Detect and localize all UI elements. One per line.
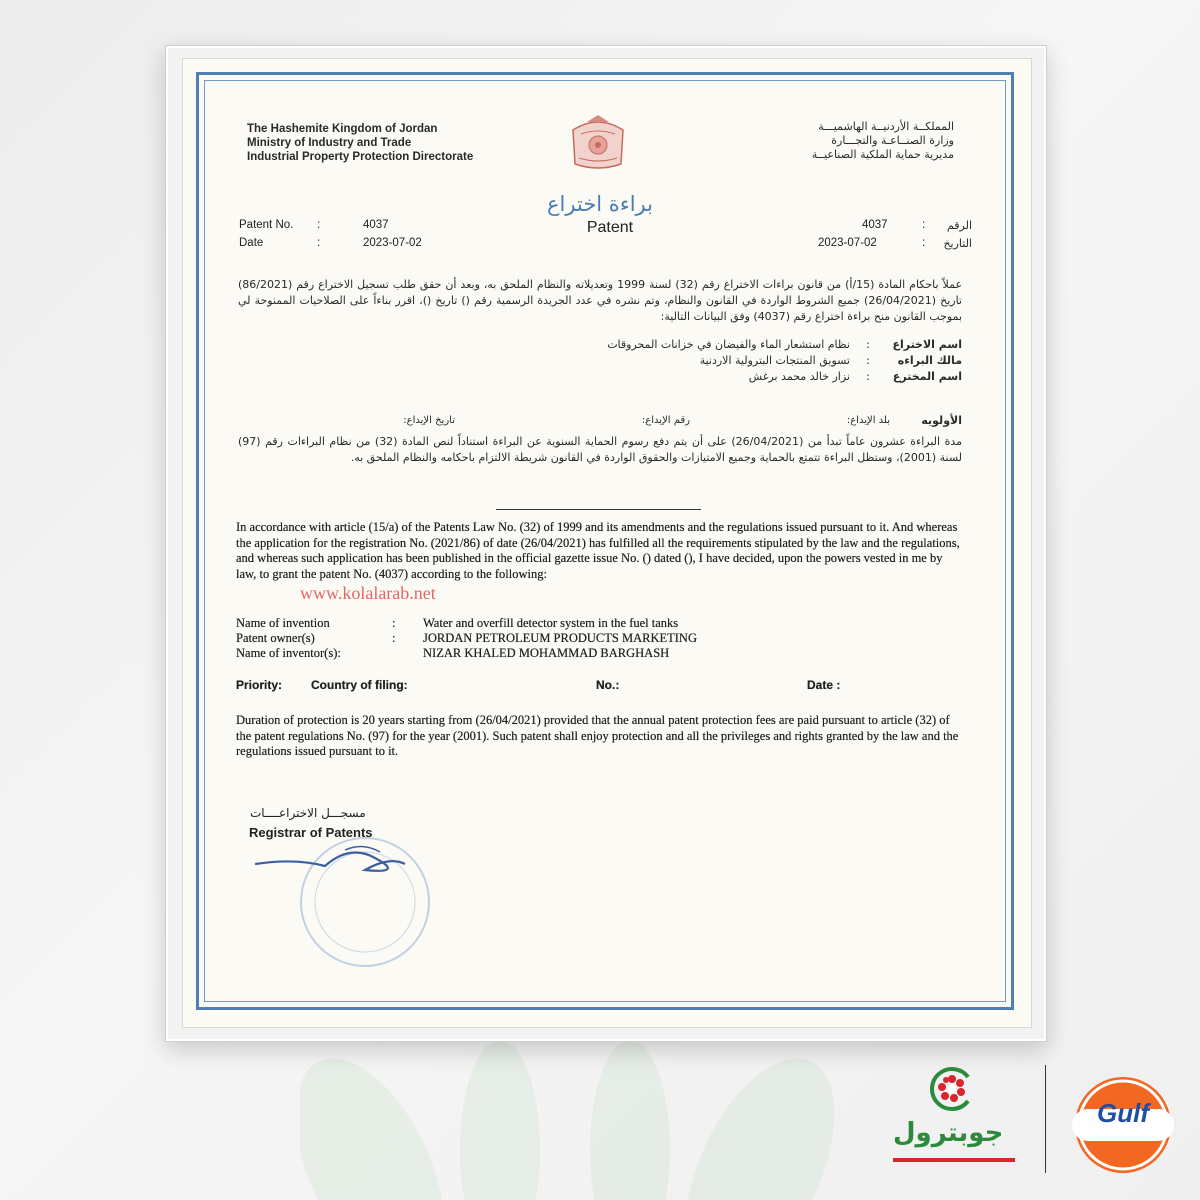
en-field-value: Water and overfill detector system in the fuel tanks	[423, 616, 679, 630]
english-duration-paragraph: Duration of protection is 20 years starting from (26/04/2021) provided that the annual patent protection fees are paid pursuant to article (32) of the patent regulations No. (97) for the year (2001). Such patent shall enjoy protection and all the privileges and rights granted by the law and the regulations issued pursuant to it.	[236, 713, 959, 758]
ar-priority-country: بلد الإيداع:	[846, 415, 890, 426]
ar-field-label: مالك البراءه	[897, 354, 962, 367]
header-en-line: Industrial Property Protection Directorate	[247, 151, 474, 163]
gulf-wordmark: Gulf	[1097, 1098, 1149, 1128]
header-en-line: Ministry of Industry and Trade	[247, 137, 412, 149]
website-watermark: www.kolalarab.net	[300, 583, 436, 603]
official-stamp-and-signature	[255, 830, 455, 970]
header-arabic	[812, 120, 954, 162]
en-field-label: Name of inventor(s):	[236, 646, 341, 660]
header-en-line: The Hashemite Kingdom of Jordan	[247, 123, 438, 135]
patent-no-colon: :	[317, 219, 321, 231]
patent-no-label: Patent No.	[239, 219, 294, 231]
patent-no-value: 4037	[363, 219, 389, 231]
jo-petrol-wordmark: جوبترول	[893, 1118, 1004, 1148]
section-divider	[496, 509, 701, 510]
header-ar-line: وزارة الصنــاعـة والتجـــارة	[831, 134, 954, 147]
header-ar-line: مديرية حماية الملكية الصناعيــة	[811, 148, 954, 161]
header-english	[247, 122, 473, 164]
ar-field-colon: :	[866, 354, 870, 367]
title-arabic: براءة اختراع	[547, 192, 653, 216]
ar-field-colon: :	[866, 370, 870, 383]
ar-field-value: نظام استشعار الماء والفيضان في خزانات المحروقات	[607, 338, 850, 351]
registrar-english: Registrar of Patents	[249, 825, 373, 840]
ar-priority-number: رقم الإيداع:	[641, 415, 690, 426]
arabic-duration-paragraph: مدة البراءة عشرون عاماً تبدأ من (26/04/2021) على أن يتم دفع رسوم الحماية السنوية عن البراءة استناداً لنص المادة (32) من نظام البراءات رقم (97) لسنة (2001)، وستظل البراءة تتمتع بالحماية وجميع الامتيازات والحقوق الواردة في القانون شريطة الالتزام باحكامه والنظام الملحق به.	[238, 435, 962, 464]
jo-petrol-logo-icon	[928, 1065, 976, 1113]
logo-separator	[1045, 1065, 1046, 1173]
english-intro-paragraph: In accordance with article (15/a) of the Patents Law No. (32) of 1999 and its amendments and the regulations issued pursuant to it. And whereas the application for the registration No. (2021/86) of date (26/04/2021) has fulfilled all the requirements stipulated by the law and the regulations, and whereas such application has been published in the official gazette issue No. () dated (), I have decided, upon the powers vested in me by law, to grant the patent No. (4037) according to the following:	[236, 520, 960, 581]
date-label-ar: التاريخ	[943, 237, 972, 250]
header-ar-line: المملكــة الأردنيــة الهاشميـــة	[818, 120, 954, 133]
en-priority-country: Country of filing:	[311, 678, 408, 692]
en-field-colon: :	[392, 631, 396, 645]
patent-no-value-ar: 4037	[862, 219, 888, 231]
arabic-intro-paragraph: عملاً باحكام المادة (15/أ) من قانون براءات الاختراع رقم (32) لسنة 1999 وتعديلاته والنظام الملحق به، وبعد أن حقق طلب تسجيل الاختراع رقم (86/2021) تاريخ (26/04/2021) جميع الشروط الواردة في القانون والنظام، وتم نشره في عدد الجريدة الرسمية رقم () تاريخ ()، اقرر بناءاً على الصلاحيات الممنوحة لي بموجب القانون منح براءة اختراع رقم (4037) وفق البيانات التالية:	[238, 278, 963, 323]
ar-priority-label: الأولويه	[921, 414, 962, 427]
wall-leaf-decoration	[300, 1020, 840, 1200]
en-field-label: Patent owner(s)	[236, 631, 315, 645]
en-field-label: Name of invention	[236, 616, 330, 630]
en-priority-date: Date :	[807, 678, 841, 692]
ar-priority-date: تاريخ الإيداع:	[403, 415, 455, 426]
en-field-value: JORDAN PETROLEUM PRODUCTS MARKETING	[423, 631, 697, 645]
patent-no-label-ar: الرقم	[946, 219, 972, 232]
date-value-ar: 2023-07-02	[818, 237, 877, 249]
date-colon: :	[317, 237, 321, 249]
title-english: Patent	[586, 219, 634, 236]
coat-of-arms-icon	[563, 112, 633, 172]
date-colon-ar: :	[922, 237, 926, 249]
ar-field-colon: :	[866, 338, 870, 351]
en-field-value: NIZAR KHALED MOHAMMAD BARGHASH	[423, 646, 670, 660]
date-label: Date	[239, 237, 264, 249]
en-priority-label: Priority:	[236, 678, 283, 692]
ar-field-label: اسم الاختراع	[892, 338, 962, 351]
registrar-arabic: مسجـــل الاختراعــــات	[250, 806, 366, 820]
date-value: 2023-07-02	[363, 237, 422, 249]
en-priority-number: No.:	[596, 678, 620, 692]
ar-field-value: تسويق المنتجات البترولية الاردنية	[699, 354, 850, 367]
en-field-colon: :	[392, 616, 396, 630]
ar-field-label: اسم المخترع	[892, 370, 962, 383]
patent-no-colon-ar: :	[922, 219, 926, 231]
ar-field-value: نزار خالد محمد برغش	[748, 370, 850, 383]
jo-petrol-underline	[893, 1158, 1015, 1162]
